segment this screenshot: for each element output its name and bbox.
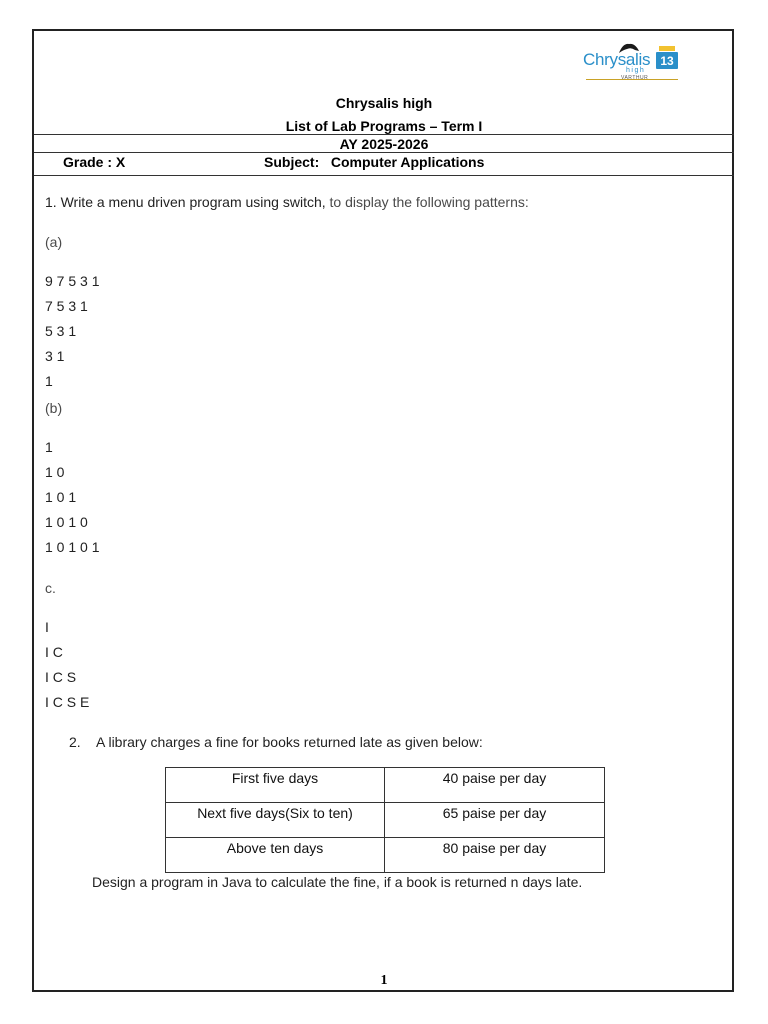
table-cell: First five days: [166, 768, 385, 803]
pattern-b-row: 1 0 1 0: [45, 514, 88, 530]
pattern-b-label: (b): [45, 400, 63, 416]
logo-badge-accent: [659, 46, 675, 51]
table-row: [166, 768, 605, 803]
school-name: Chrysalis high: [335, 95, 433, 111]
grade-label: Grade : X: [63, 154, 126, 170]
header-divider: [34, 152, 734, 153]
academic-year: AY 2025-2026: [339, 136, 429, 152]
fine-table: [165, 767, 605, 873]
question-1-rest: to display the following patterns:: [325, 194, 529, 210]
table-cell: Above ten days: [166, 838, 385, 873]
pattern-b-row: 1 0: [45, 464, 65, 480]
logo-brand-text: Chrysalis: [583, 50, 651, 69]
page-number: 1: [380, 973, 388, 988]
table-row: [166, 803, 605, 838]
pattern-c-row: I C S: [45, 669, 77, 685]
pattern-a-row: 5 3 1: [45, 323, 77, 339]
header-divider: [34, 134, 734, 135]
question-2-number: 2.: [69, 734, 81, 750]
table-cell: 40 paise per day: [385, 768, 605, 803]
document-title: List of Lab Programs – Term I: [285, 118, 483, 134]
table-cell: 80 paise per day: [385, 838, 605, 873]
pattern-b-row: 1 0 1: [45, 489, 77, 505]
logo-badge: 13: [656, 52, 678, 69]
pattern-a-row: 7 5 3 1: [45, 298, 88, 314]
pattern-c-row: I C: [45, 644, 63, 660]
pattern-c-label: c.: [45, 580, 56, 596]
pattern-a-row: 3 1: [45, 348, 65, 364]
pattern-a-label: (a): [45, 234, 63, 250]
question-2-prompt: A library charges a fine for books returned late as given below:: [96, 734, 483, 750]
question-2-task: Design a program in Java to calculate the fine, if a book is returned n days late.: [92, 874, 583, 890]
question-1-main: 1. Write a menu driven program using switch,: [45, 194, 326, 210]
pattern-c-row: I C S E: [45, 694, 90, 710]
question-1-prompt: [45, 194, 529, 210]
subject-label: Subject: Computer Applications: [264, 154, 485, 170]
pattern-a-row: 1: [45, 373, 53, 389]
pattern-c-row: I: [45, 619, 49, 635]
table-cell: Next five days(Six to ten): [166, 803, 385, 838]
table-cell: 65 paise per day: [385, 803, 605, 838]
pattern-a-row: 9 7 5 3 1: [45, 273, 100, 289]
table-row: [166, 838, 605, 873]
pattern-b-row: 1 0 1 0 1: [45, 539, 100, 555]
logo-sub-text: high: [626, 67, 646, 74]
logo-place-text: VARTHUR: [621, 75, 649, 81]
header-divider: [34, 175, 734, 176]
school-logo: [583, 42, 683, 84]
pattern-b-row: 1: [45, 439, 53, 455]
